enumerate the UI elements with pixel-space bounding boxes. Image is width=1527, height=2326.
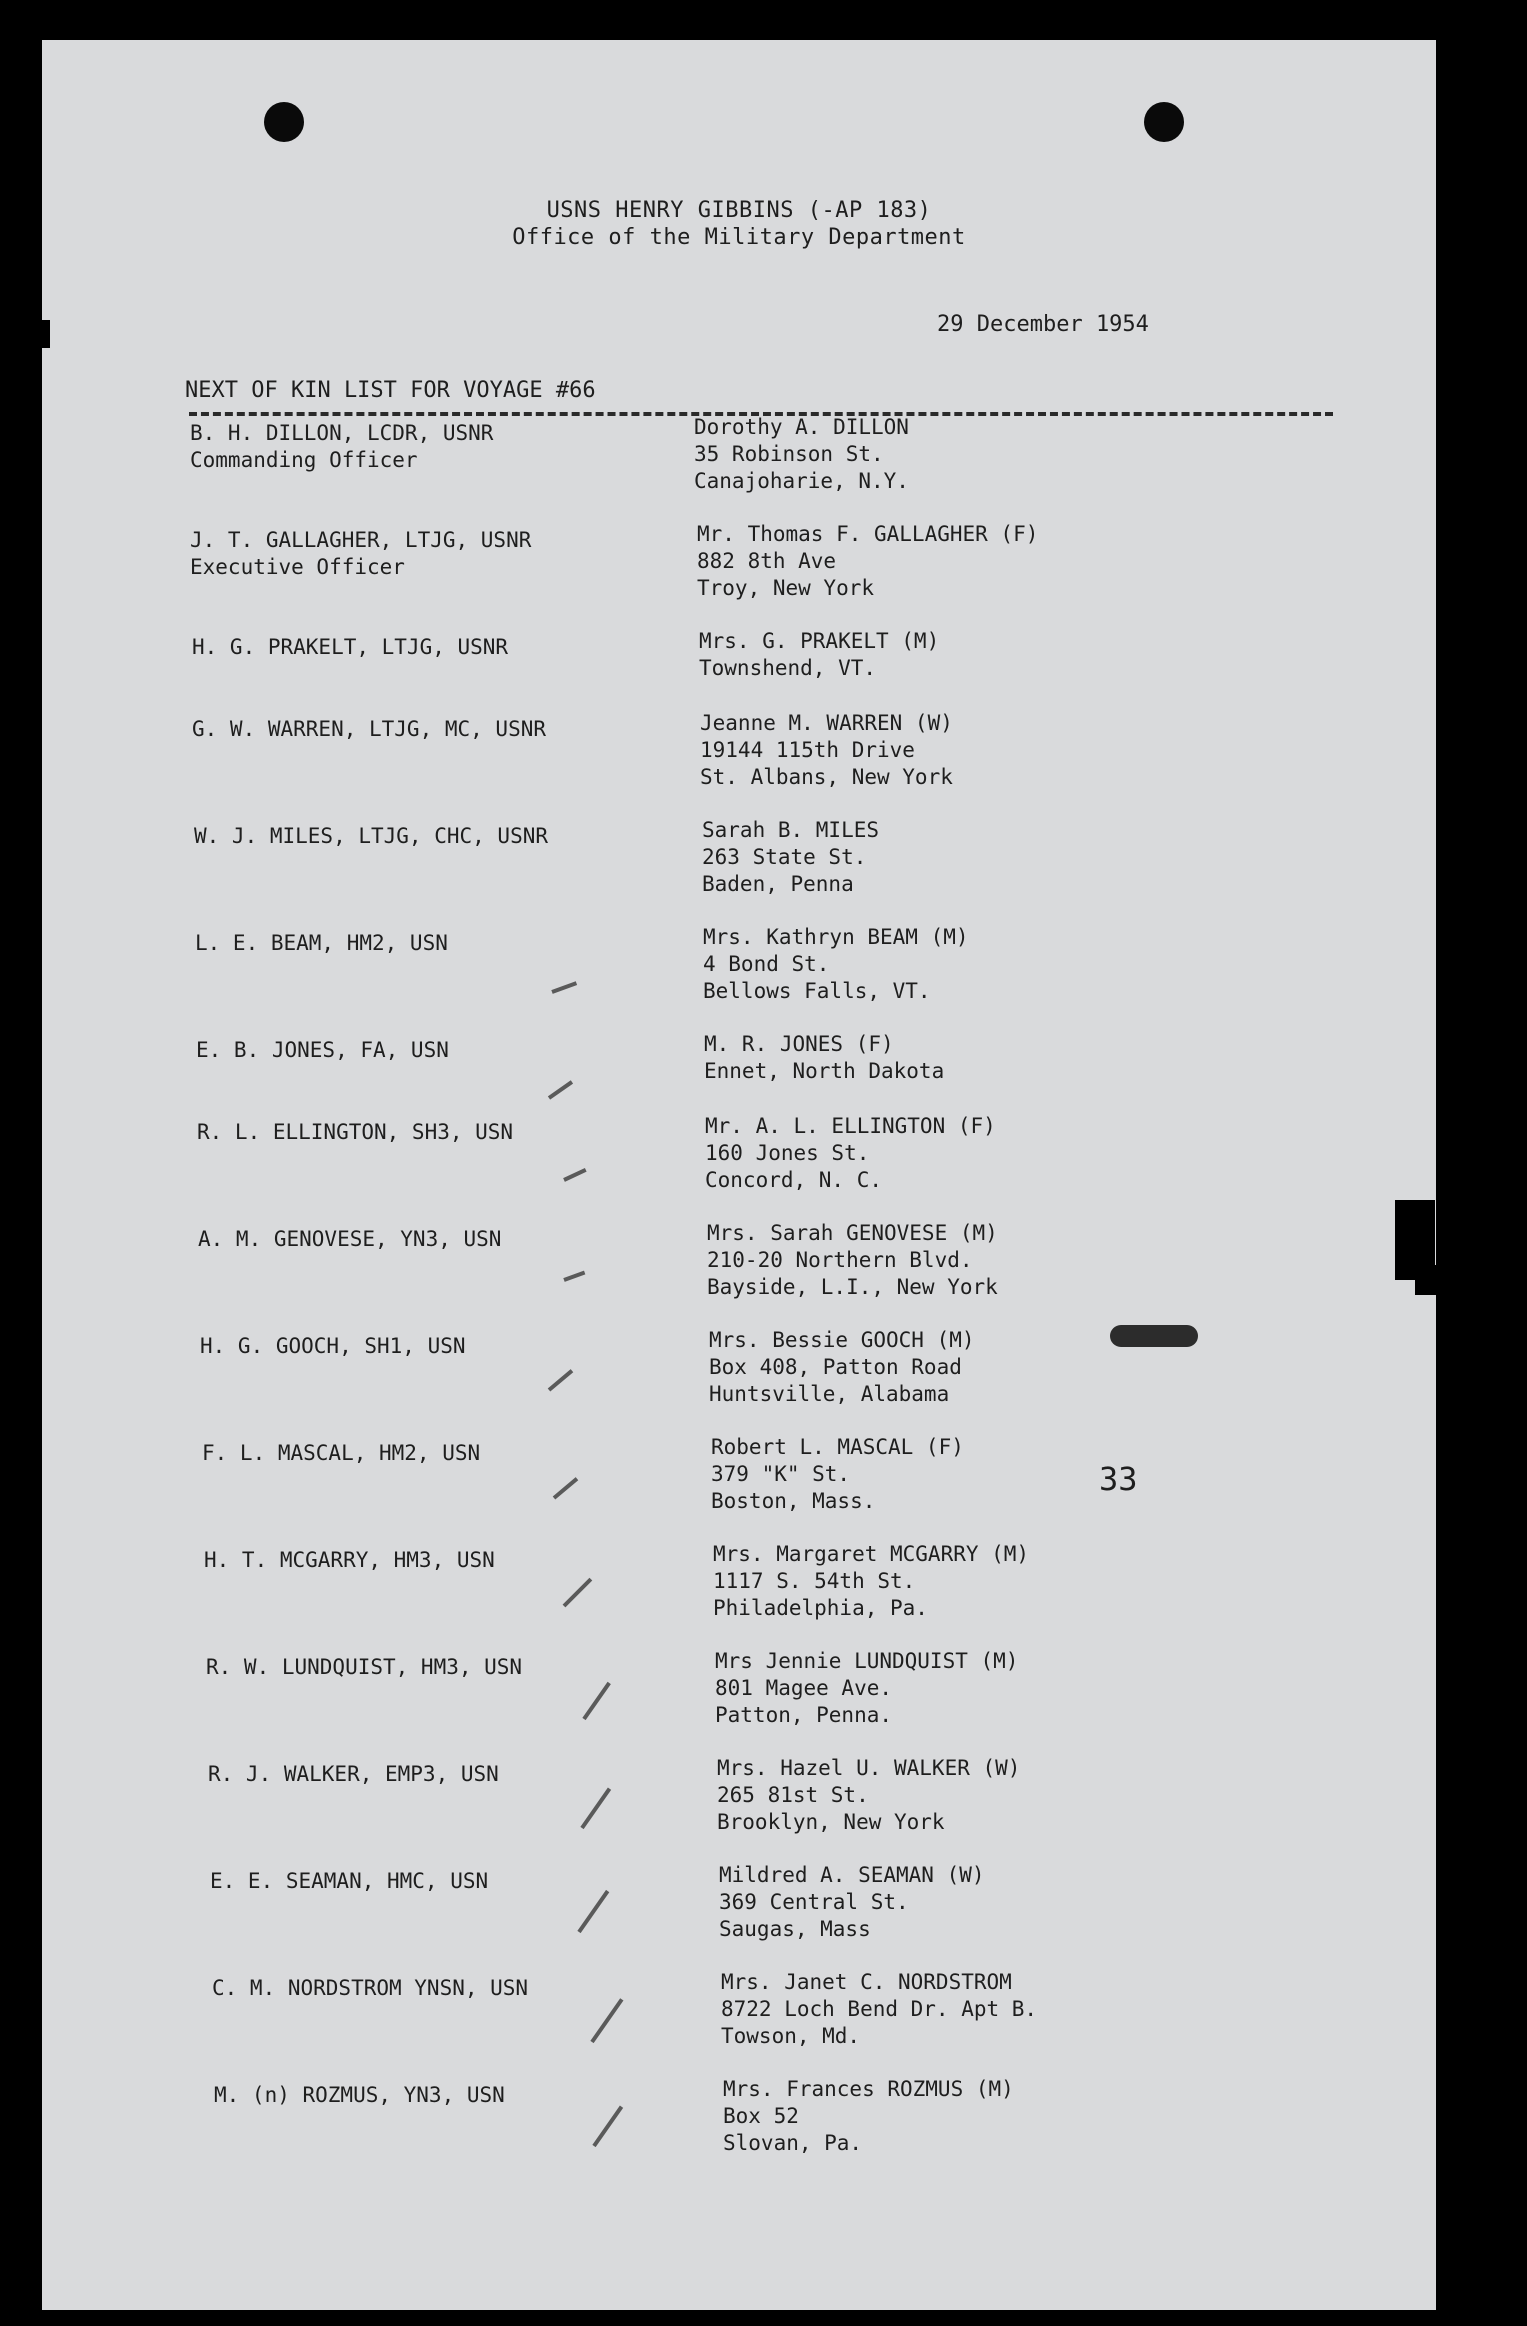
paper-edge-tab xyxy=(1415,1265,1485,1295)
list-title: NEXT OF KIN LIST FOR VOYAGE #66 xyxy=(185,378,596,403)
document-date: 29 December 1954 xyxy=(937,312,1149,337)
check-mark xyxy=(553,1477,579,1499)
crew-member-name: B. H. DILLON, LCDR, USNR Commanding Officer xyxy=(190,421,494,472)
check-mark xyxy=(563,1271,585,1282)
next-of-kin-address: Jeanne M. WARREN (W) 19144 115th Drive St. Albans, New York xyxy=(700,711,953,789)
check-mark xyxy=(582,1682,611,1720)
next-of-kin-address: Mrs. Sarah GENOVESE (M) 210-20 Northern Blvd. Bayside, L.I., New York xyxy=(707,1221,998,1299)
crew-member-name: R. L. ELLINGTON, SH3, USN xyxy=(197,1120,514,1144)
next-of-kin-address: Mrs. Hazel U. WALKER (W) 265 81st St. Brooklyn, New York xyxy=(717,1756,1021,1834)
next-of-kin-address: Mr. A. L. ELLINGTON (F) 160 Jones St. Concord, N. C. xyxy=(705,1114,996,1192)
crew-member-name: A. M. GENOVESE, YN3, USN xyxy=(198,1227,502,1251)
check-mark xyxy=(563,1168,586,1182)
next-of-kin-address: Mrs. Kathryn BEAM (M) 4 Bond St. Bellows Falls, VT. xyxy=(703,925,969,1003)
crew-member-name: H. T. MCGARRY, HM3, USN xyxy=(204,1548,495,1572)
next-of-kin-address: Mrs. Margaret MCGARRY (M) 1117 S. 54th St. Philadelphia, Pa. xyxy=(713,1542,1030,1620)
next-of-kin-address: Mrs. Janet C. NORDSTROM 8722 Loch Bend Dr. Apt B. Towson, Md. xyxy=(721,1970,1038,2048)
crew-member-name: W. J. MILES, LTJG, CHC, USNR xyxy=(194,824,549,848)
next-of-kin-address: Mrs. Bessie GOOCH (M) Box 408, Patton Road Huntsville, Alabama xyxy=(709,1328,975,1406)
page-number: 33 xyxy=(1099,1460,1138,1498)
next-of-kin-address: Mr. Thomas F. GALLAGHER (F) 882 8th Ave Troy, New York xyxy=(697,522,1039,600)
check-mark xyxy=(548,1369,574,1391)
next-of-kin-address: Mrs. Frances ROZMUS (M) Box 52 Slovan, Pa. xyxy=(723,2077,1014,2155)
ink-smudge xyxy=(1110,1325,1198,1347)
crew-member-name: M. (n) ROZMUS, YN3, USN xyxy=(214,2083,505,2107)
crew-member-name: E. B. JONES, FA, USN xyxy=(196,1038,449,1062)
check-mark xyxy=(580,1788,611,1830)
crew-member-name: E. E. SEAMAN, HMC, USN xyxy=(210,1869,489,1893)
crew-member-name: F. L. MASCAL, HM2, USN xyxy=(202,1441,481,1465)
next-of-kin-address: Sarah B. MILES 263 State St. Baden, Penna xyxy=(702,818,880,896)
check-mark xyxy=(563,1578,593,1608)
crew-member-name: C. M. NORDSTROM YNSN, USN xyxy=(212,1976,529,2000)
punch-hole-right xyxy=(1144,102,1184,142)
check-mark xyxy=(592,2106,623,2148)
check-mark xyxy=(590,1998,623,2043)
next-of-kin-address: Dorothy A. DILLON 35 Robinson St. Canajoharie, N.Y. xyxy=(694,415,909,493)
crew-member-name: H. G. GOOCH, SH1, USN xyxy=(200,1334,466,1358)
next-of-kin-address: Mrs Jennie LUNDQUIST (M) 801 Magee Ave. Patton, Penna. xyxy=(715,1649,1019,1727)
crew-member-name: R. J. WALKER, EMP3, USN xyxy=(208,1762,499,1786)
next-of-kin-address: Robert L. MASCAL (F) 379 "K" St. Boston, Mass. xyxy=(711,1435,964,1513)
check-mark xyxy=(548,1080,573,1099)
paper-edge-notch xyxy=(36,320,50,348)
check-mark xyxy=(577,1890,609,1933)
next-of-kin-address: Mrs. G. PRAKELT (M) Townshend, VT. xyxy=(699,629,940,680)
punch-hole-left xyxy=(264,102,304,142)
next-of-kin-address: Mildred A. SEAMAN (W) 369 Central St. Saugas, Mass xyxy=(719,1863,985,1941)
crew-member-name: R. W. LUNDQUIST, HM3, USN xyxy=(206,1655,523,1679)
document-page xyxy=(42,40,1436,2310)
ship-name: USNS HENRY GIBBINS (-AP 183) xyxy=(546,198,932,223)
crew-member-name: L. E. BEAM, HM2, USN xyxy=(195,931,448,955)
next-of-kin-address: M. R. JONES (F) Ennet, North Dakota xyxy=(704,1032,945,1083)
check-mark xyxy=(551,981,577,994)
crew-member-name: J. T. GALLAGHER, LTJG, USNR Executive Officer xyxy=(190,528,532,579)
crew-member-name: H. G. PRAKELT, LTJG, USNR xyxy=(192,635,509,659)
office-name: Office of the Military Department xyxy=(512,225,966,250)
crew-member-name: G. W. WARREN, LTJG, MC, USNR xyxy=(192,717,547,741)
